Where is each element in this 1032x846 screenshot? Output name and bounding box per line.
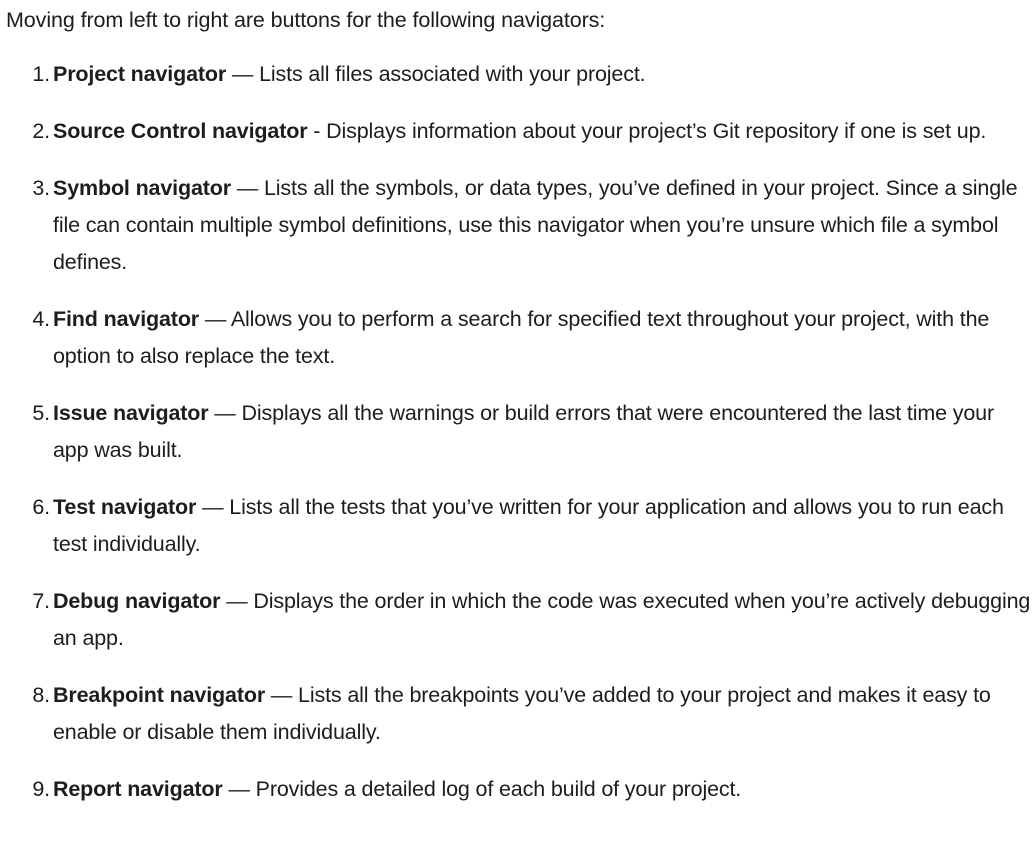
list-item-description: Displays all the warnings or build errors that were encountered the last time your app was built. — [53, 401, 994, 462]
list-item-separator: — — [265, 683, 299, 707]
list-item — [6, 489, 1032, 563]
list-item — [6, 56, 1032, 93]
list-item-term: Breakpoint navigator — [53, 683, 266, 707]
list-item-description: Provides a detailed log of each build of your project. — [255, 777, 742, 801]
list-item-separator: - — [307, 119, 327, 143]
list-item-term: Issue navigator — [53, 401, 209, 425]
list-item-separator: — — [208, 401, 242, 425]
list-item-description: Lists all the tests that you’ve written for your application and allows you to run each test individually. — [53, 495, 1004, 556]
list-item — [6, 771, 1032, 808]
list-item-description: Lists all the symbols, or data types, you’ve defined in your project. Since a single file can contain multiple symbol definitions, use this navigator when you’re unsure which file a symbol defines. — [53, 176, 1018, 274]
list-item — [6, 395, 1032, 469]
list-item-separator: — — [220, 589, 254, 613]
navigator-list — [6, 56, 1032, 808]
list-item-number: 9. — [32, 777, 50, 801]
list-item — [6, 113, 1032, 150]
list-item-description: Lists all the breakpoints you’ve added to your project and makes it easy to enable or disable them individually. — [53, 683, 991, 744]
list-item-separator: — — [222, 777, 256, 801]
list-item-term: Report navigator — [53, 777, 223, 801]
list-item-description: Displays information about your project’s Git repository if one is set up. — [326, 119, 987, 143]
list-item-separator: — — [226, 62, 260, 86]
list-item — [6, 170, 1032, 281]
list-item — [6, 301, 1032, 375]
list-item-term: Symbol navigator — [53, 176, 231, 200]
list-item-number: 5. — [32, 401, 50, 425]
list-item-number: 3. — [32, 176, 50, 200]
list-item-separator: — — [196, 495, 230, 519]
list-item-term: Debug navigator — [53, 589, 221, 613]
list-item — [6, 583, 1032, 657]
list-item-separator: — — [199, 307, 231, 331]
list-item-number: 4. — [32, 307, 50, 331]
list-item-term: Test navigator — [53, 495, 197, 519]
list-item-number: 2. — [32, 119, 50, 143]
list-item-term: Source Control navigator — [53, 119, 308, 143]
intro-paragraph: Moving from left to right are buttons for the following navigators: — [6, 8, 606, 32]
list-item-description: Lists all files associated with your project. — [259, 62, 646, 86]
list-item-term: Find navigator — [53, 307, 200, 331]
list-item-number: 1. — [32, 62, 50, 86]
list-item-number: 6. — [32, 495, 50, 519]
list-item-number: 8. — [32, 683, 50, 707]
list-item-separator: — — [231, 176, 264, 200]
list-item-number: 7. — [32, 589, 50, 613]
list-item-description: Displays the order in which the code was executed when you’re actively debugging an app. — [53, 589, 1031, 650]
list-item-term: Project navigator — [53, 62, 227, 86]
list-item-description: Allows you to perform a search for specified text throughout your project, with the option to also replace the text. — [53, 307, 990, 368]
list-item — [6, 677, 1032, 751]
